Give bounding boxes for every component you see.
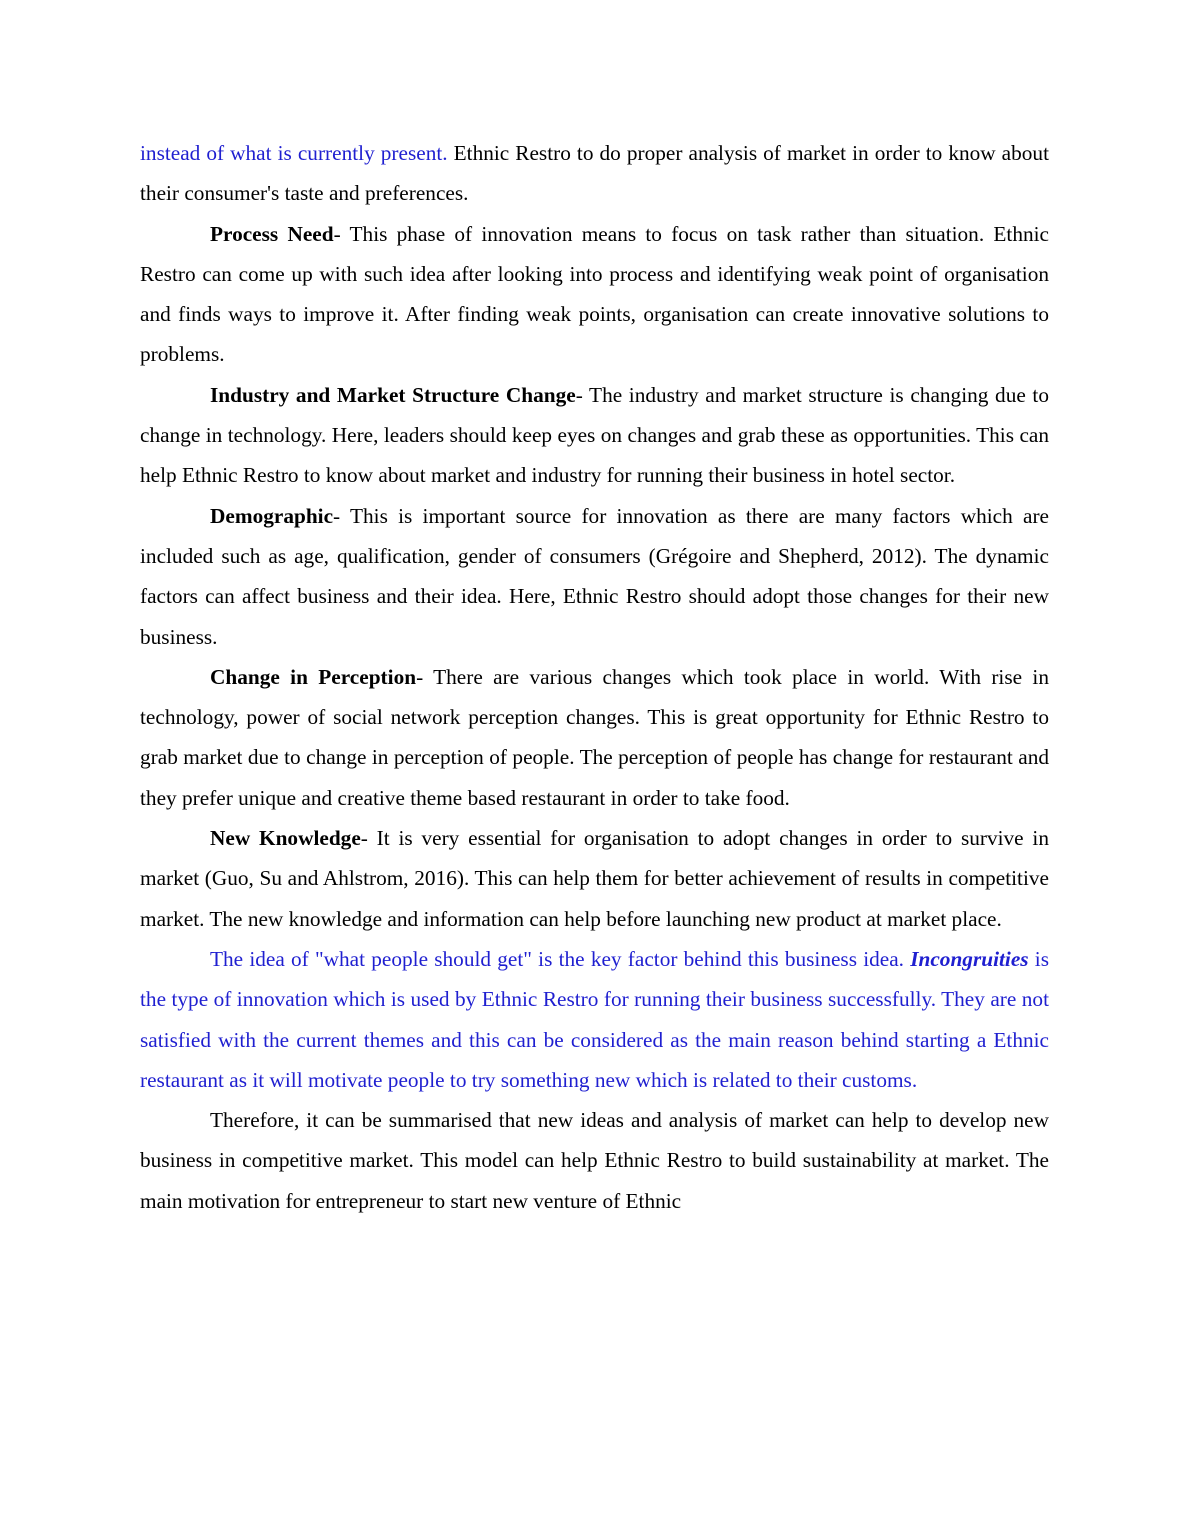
paragraph-text: - This phase of innovation means to focus on task rather than situation. Ethnic Restro can come up with such idea after looking into process and identifying weak point of organisation and finds ways to improve it. After finding weak points, organisation can create innovative solutions to problems. — [140, 221, 1049, 367]
paragraph-new-knowledge — [140, 818, 1049, 939]
paragraph-text: The idea of "what people should get" is the key factor behind this business idea. — [210, 946, 911, 971]
paragraph-text: - It is very essential for organisation to adopt changes in order to survive in market (Guo, Su and Ahlstrom, 2016). This can help them for better achievement of results in competitive market. The new knowledge and information can help before launching new product at market place. — [140, 826, 1050, 931]
paragraph-heading: New Knowledge — [210, 826, 361, 851]
paragraph-heading: Industry and Market Structure Change — [210, 382, 576, 407]
paragraph-demographic — [140, 496, 1049, 657]
paragraph-text: Therefore, it can be summarised that new ideas and analysis of market can help to develop new business in competitive market. This model can help Ethnic Restro to build sustainability at market. The main motivation for entrepreneur to start new venture of Ethnic — [140, 1108, 1049, 1213]
paragraph-change-in-perception — [140, 657, 1049, 818]
paragraph-text: is the type of innovation which is used by Ethnic Restro for running their business successfully. They are not satisfied with the current themes and this can be considered as the main reason behind starting a Ethnic restaurant as it will motivate people to try something new which is related to their customs. — [140, 946, 1049, 1092]
emphasis-term: Incongruities — [910, 946, 1029, 971]
paragraph-summary — [140, 1100, 1049, 1221]
paragraph-text: - There are various changes which took place in world. With rise in technology, power of social network perception changes. This is great opportunity for Ethnic Restro to grab market due to change in perception of people. The perception of people has change for restaurant and they prefer unique and creative theme based restaurant in order to take food. — [140, 664, 1049, 810]
paragraph-industry-market-change — [140, 375, 1049, 496]
document-page — [140, 133, 1049, 1221]
paragraph-heading: Process Need — [210, 221, 334, 246]
paragraph-heading: Change in Perception — [210, 664, 417, 689]
paragraph-heading: Demographic — [210, 503, 334, 528]
paragraph-text: - The industry and market structure is changing due to change in technology. Here, leaders should keep eyes on changes and grab these as opportunities. This can help Ethnic Restro to know about market and industry for running their business in hotel sector. — [140, 382, 1049, 488]
paragraph-text: Ethnic Restro to do proper analysis of market in order to know about their consumer's taste and preferences. — [140, 141, 1049, 206]
paragraph-text: - This is important source for innovation as there are many factors which are included such as age, qualification, gender of consumers (Grégoire and Shepherd, 2012). The dynamic factors can affect business and their idea. Here, Ethnic Restro should adopt those changes for their new business. — [140, 503, 1049, 649]
paragraph-incongruities — [140, 939, 1049, 1100]
paragraph-market-analysis — [140, 133, 1049, 214]
highlighted-text: instead of what is currently present. — [140, 141, 448, 165]
paragraph-process-need — [140, 214, 1049, 375]
